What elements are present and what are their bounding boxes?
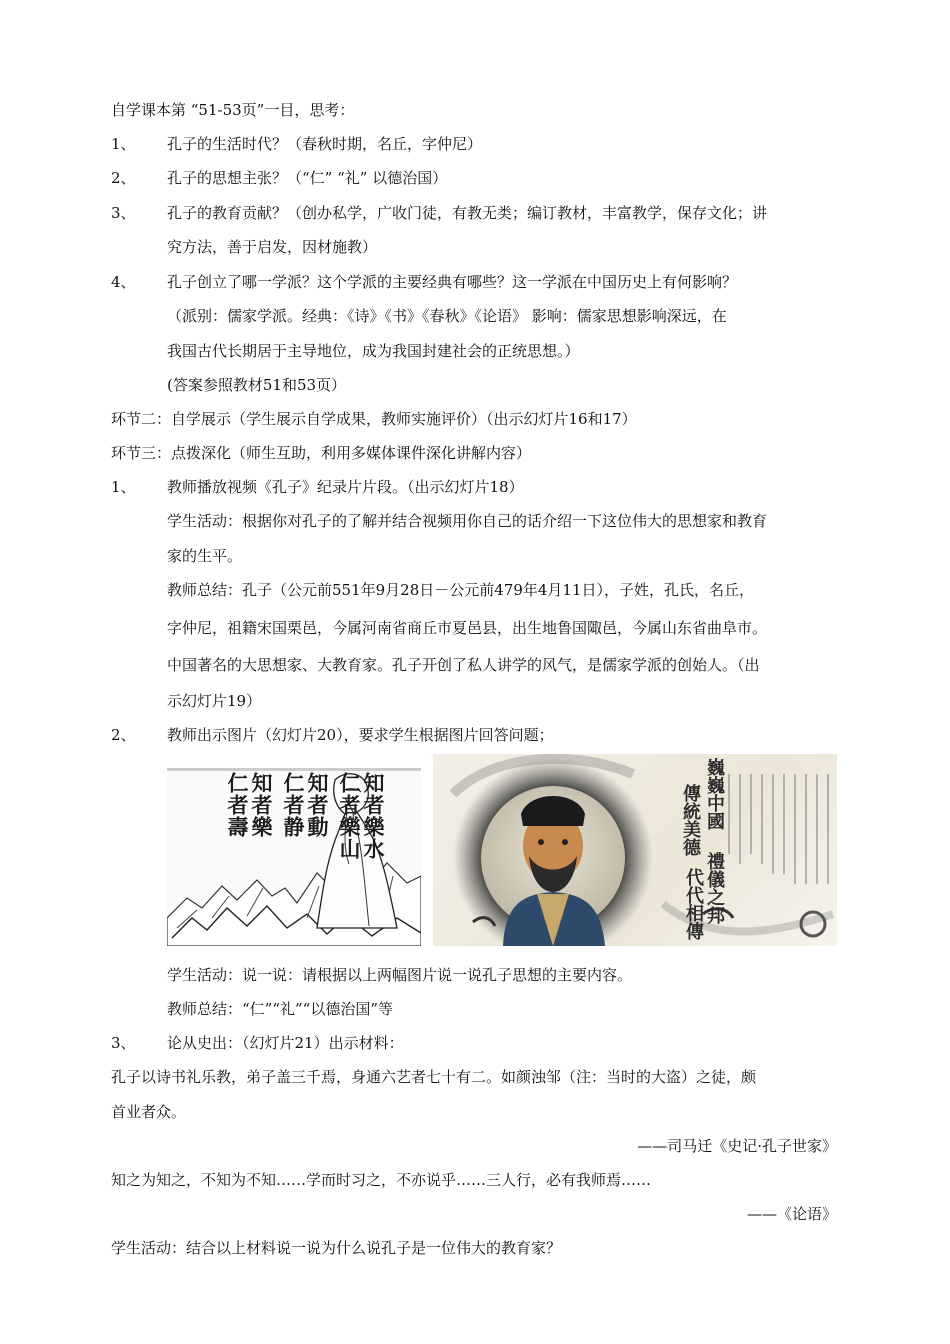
portrait-title-col-3: 代代相傳	[683, 868, 704, 940]
confucius-ink-painting	[167, 768, 421, 946]
confucius-portrait-image	[433, 754, 837, 946]
q3-number: 3、	[111, 204, 136, 222]
s2-summary: 教师总结：“仁”“礼”“以德治国”等	[167, 1000, 394, 1018]
q1-number: 1、	[111, 135, 136, 153]
s1-activity-2: 家的生平。	[167, 547, 243, 565]
q4-reference: (答案参照教材51和53页）	[167, 376, 347, 394]
final-activity: 学生活动：结合以上材料说一说为什么说孔子是一位伟大的教育家？	[111, 1239, 562, 1257]
calligraphy-col-4: 仁者静	[281, 772, 306, 838]
q4-answer-2: 我国古代长期居于主导地位，成为我国封建社会的正统思想。）	[167, 342, 580, 360]
q3-text-2: 究方法，善于启发，因材施教）	[167, 238, 378, 256]
s3-number: 3、	[111, 1034, 136, 1052]
material-1-line-2: 首业者众。	[111, 1103, 187, 1121]
calligraphy-col-6: 仁者壽	[225, 772, 250, 838]
s1-number: 1、	[111, 478, 136, 496]
q4-number: 4、	[111, 273, 136, 291]
material-1-source: ——司马迁《史记·孔子世家》	[637, 1137, 837, 1155]
calligraphy-col-1: 知者樂水	[361, 772, 386, 860]
q1-text: 孔子的生活时代？（春秋时期，名丘，字仲尼）	[167, 135, 483, 153]
q2-text: 孔子的思想主张？（“仁” “礼” 以德治国）	[167, 169, 448, 187]
s3-text: 论从史出：（幻灯片21）出示材料：	[167, 1034, 404, 1052]
portrait-title-col-1: 傳統美德	[680, 784, 701, 856]
step-three-heading: 环节三：点拨深化（师生互助，利用多媒体课件深化讲解内容）	[111, 444, 532, 462]
s1-text: 教师播放视频《孔子》纪录片片段。（出示幻灯片18）	[167, 478, 524, 496]
s2-activity: 学生活动：说一说：请根据以上两幅图片说一说孔子思想的主要内容。	[167, 966, 633, 984]
s2-text: 教师出示图片（幻灯片20），要求学生根据图片回答问题；	[167, 726, 554, 744]
q4-answer-1: （派别：儒家学派。经典：《诗》《书》《春秋》《论语》 影响：儒家思想影响深远，在	[167, 307, 727, 325]
s2-number: 2、	[111, 726, 136, 744]
q3-text-1: 孔子的教育贡献？（创办私学，广收门徒，有教无类；编订教材，丰富教学，保存文化；讲	[167, 204, 768, 222]
material-2-source: ——《论语》	[746, 1205, 837, 1223]
s1-summary-2: 字仲尼，祖籍宋国栗邑，今属河南省商丘市夏邑县，出生地鲁国陬邑，今属山东省曲阜市。	[167, 619, 768, 637]
confucius-portrait-illustration	[433, 754, 837, 946]
q2-number: 2、	[111, 169, 136, 187]
portrait-title-col-2: 巍巍中國	[704, 758, 725, 830]
material-2-text: 知之为知之，不知为不知……学而时习之，不亦说乎……三人行，必有我师焉……	[111, 1171, 652, 1189]
s1-summary-3: 中国著名的大思想家、大教育家。孔子开创了私人讲学的风气，是儒家学派的创始人。（出	[167, 656, 760, 674]
portrait-title-col-4: 禮儀之邦	[704, 852, 725, 924]
s1-summary-1: 教师总结：孔子（公元前551年9月28日－公元前479年4月11日），子姓，孔氏，名丘，	[167, 581, 755, 599]
q4-text: 孔子创立了哪一学派？这个学派的主要经典有哪些？这一学派在中国历史上有何影响？	[167, 273, 738, 291]
calligraphy-col-5: 知者樂	[249, 772, 274, 838]
calligraphy-col-2: 仁者樂山	[337, 772, 362, 860]
s1-activity-1: 学生活动：根据你对孔子的了解并结合视频用你自己的话介绍一下这位伟大的思想家和教育	[167, 512, 768, 530]
calligraphy-col-3: 知者動	[305, 772, 330, 838]
intro-text: 自学课本第 “51-53页”一目，思考：	[111, 101, 355, 119]
step-two-heading: 环节二：自学展示（学生展示自学成果，教师实施评价）（出示幻灯片16和17）	[111, 410, 637, 428]
material-1-line-1: 孔子以诗书礼乐教，弟子盖三千焉，身通六艺者七十有二。如颜浊邹（注：当时的大盗）之徒，颇	[111, 1068, 757, 1086]
s1-summary-4: 示幻灯片19）	[167, 692, 262, 710]
